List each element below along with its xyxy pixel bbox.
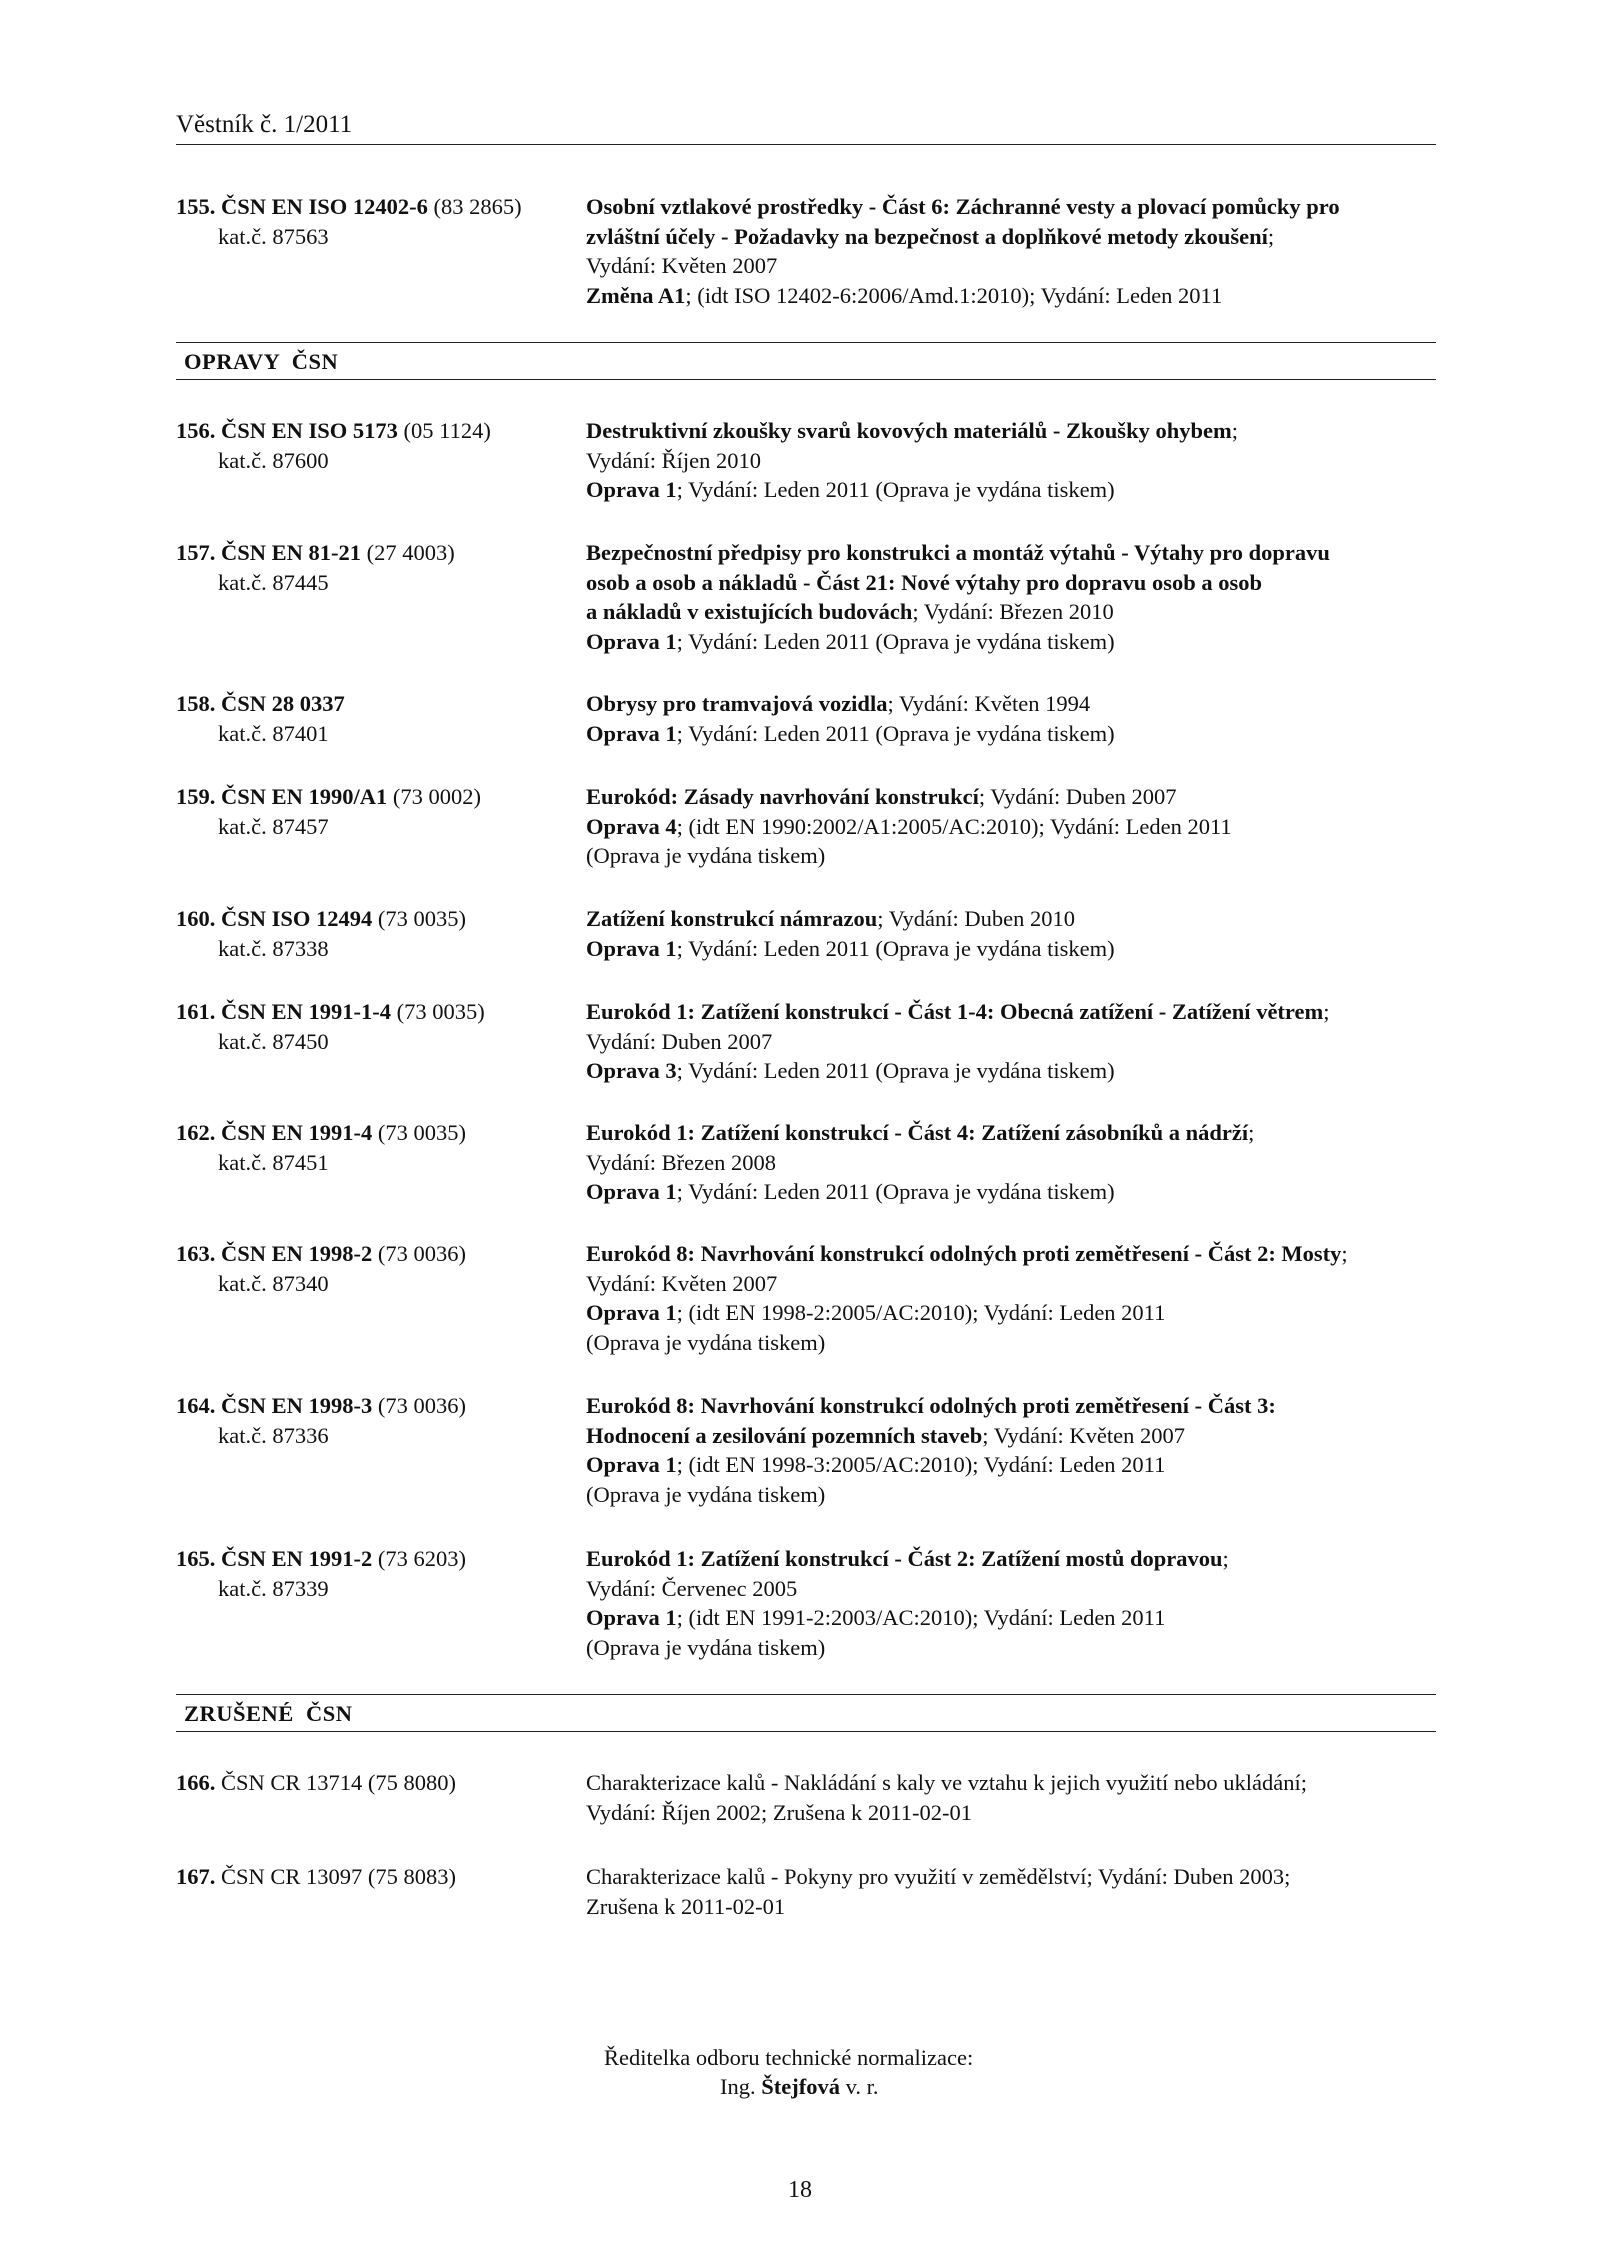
- page-header: [176, 110, 1436, 145]
- description-line: [586, 1862, 1446, 1892]
- description-bold-text: Zatížení konstrukcí námrazou: [586, 906, 878, 931]
- entry-description: [586, 1239, 1446, 1357]
- standard-code: ČSN EN 1998-3: [221, 1393, 373, 1418]
- catalog-number: kat.č. 87451: [218, 1149, 329, 1175]
- signature-name: [720, 2072, 879, 2101]
- signature-name-prefix: Ing.: [720, 2074, 762, 2099]
- description-text: ; (idt EN 1991-2:2003/AC:2010); Vydání: Leden 2011: [676, 1605, 1166, 1630]
- description-line: [586, 1391, 1446, 1421]
- description-line: [586, 997, 1446, 1027]
- description-line: [586, 1056, 1446, 1086]
- description-bold-text: osob a osob a nákladů - Část 21: Nové výtahy pro dopravu osob a osob: [586, 569, 1262, 595]
- description-text: ; (idt ISO 12402-6:2006/Amd.1:2010); Vydání: Leden 2011: [685, 282, 1223, 308]
- description-text: Charakterizace kalů - Nakládání s kaly ve vztahu k jejich využití nebo ukládání;: [586, 1770, 1307, 1795]
- catalog-number: kat.č. 87340: [218, 1270, 329, 1296]
- entry-description: [586, 192, 1446, 310]
- description-line: [586, 475, 1446, 505]
- description-text: ; Vydání: Duben 2010: [877, 906, 1075, 931]
- description-text: Vydání: Březen 2008: [586, 1149, 776, 1175]
- entry-number: 156.: [176, 418, 216, 443]
- description-line: [586, 1239, 1446, 1269]
- entry-number: 159.: [176, 784, 216, 809]
- description-line: [586, 841, 1446, 871]
- description-bold-text: Oprava 1: [586, 628, 677, 654]
- description-line: [586, 1269, 1446, 1299]
- description-text: ; Vydání: Duben 2007: [978, 784, 1177, 809]
- description-bold-text: Destruktivní zkoušky svarů kovových materiálů - Zkoušky ohybem: [586, 418, 1232, 443]
- standard-class-code: (73 0002): [387, 784, 482, 809]
- description-bold-text: Oprava 1: [586, 1300, 677, 1325]
- entry-standard-id: [176, 1544, 576, 1603]
- catalog-number: kat.č. 87336: [218, 1422, 329, 1448]
- description-bold-text: Oprava 4: [586, 813, 677, 839]
- description-bold-text: Oprava 1: [586, 935, 677, 961]
- description-text: Vydání: Duben 2007: [586, 1028, 773, 1054]
- description-text: ;: [1341, 1241, 1348, 1266]
- description-text: Vydání: Červenec 2005: [586, 1575, 798, 1601]
- standard-designation: [176, 782, 576, 812]
- description-line: [586, 627, 1446, 657]
- description-text: Zrušena k 2011-02-01: [586, 1893, 786, 1919]
- catalog-number: kat.č. 87600: [218, 447, 329, 473]
- standard-designation: [176, 1391, 576, 1421]
- description-bold-text: Hodnocení a zesilování pozemních staveb: [586, 1422, 983, 1448]
- standard-designation: [176, 904, 576, 934]
- description-text: ; Vydání: Leden 2011 (Oprava je vydána tiskem): [676, 1179, 1115, 1204]
- entry-number: 162.: [176, 1120, 216, 1145]
- standard-code: ČSN EN 1998-2: [221, 1241, 373, 1266]
- standard-class-code: (73 0035): [391, 999, 485, 1024]
- standard-designation: [176, 538, 576, 568]
- standard-code: ČSN EN ISO 5173: [221, 418, 398, 443]
- entry-description: [586, 538, 1446, 656]
- description-text: ; Vydání: Březen 2010: [912, 599, 1114, 624]
- entry-standard-id: [176, 1118, 576, 1177]
- catalog-number: kat.č. 87445: [218, 569, 329, 595]
- description-line: [586, 1177, 1446, 1207]
- description-bold-text: Změna A1: [586, 282, 686, 308]
- entry-description: [586, 1544, 1446, 1662]
- description-line: [586, 1328, 1446, 1358]
- description-line: [586, 281, 1446, 311]
- description-bold-text: Eurokód 8: Navrhování konstrukcí odolných proti zemětřesení - Část 3:: [586, 1393, 1276, 1418]
- description-text: ;: [1323, 999, 1330, 1024]
- entry-standard-id: [176, 1239, 576, 1298]
- description-bold-text: Oprava 1: [586, 1179, 677, 1204]
- description-bold-text: Eurokód 1: Zatížení konstrukcí - Část 4: Zatížení zásobníků a nádrží: [586, 1120, 1249, 1145]
- entry-description: [586, 416, 1446, 505]
- standard-code: ČSN EN 81-21: [221, 540, 362, 565]
- entry-description: [586, 1391, 1446, 1509]
- description-line: [586, 1480, 1446, 1510]
- description-bold-text: a nákladů v existujících budovách: [586, 599, 913, 624]
- catalog-number: kat.č. 87450: [218, 1028, 329, 1054]
- standard-designation: [176, 1768, 576, 1798]
- standard-class-code: (73 6203): [372, 1546, 467, 1571]
- standard-code: ČSN EN 1991-4: [221, 1120, 373, 1145]
- description-bold-text: Oprava 3: [586, 1058, 677, 1083]
- description-line: [586, 1298, 1446, 1328]
- description-bold-text: Eurokód 8: Navrhování konstrukcí odolných proti zemětřesení - Část 2: Mosty: [586, 1241, 1342, 1266]
- description-line: [586, 192, 1446, 222]
- entry-standard-id: [176, 1862, 576, 1892]
- description-line: [586, 782, 1446, 812]
- entry-number: 158.: [176, 691, 216, 716]
- description-bold-text: zvláštní účely - Požadavky na bezpečnost a doplňkové metody zkoušení: [586, 223, 1268, 249]
- header-rule: [176, 144, 1436, 145]
- signature-role: Ředitelka odboru technické normalizace:: [604, 2045, 974, 2070]
- standard-designation: [176, 416, 576, 446]
- entry-number: 165.: [176, 1546, 216, 1571]
- description-bold-text: Eurokód: Zásady navrhování konstrukcí: [586, 784, 979, 809]
- description-bold-text: Bezpečnostní předpisy pro konstrukci a montáž výtahů - Výtahy pro dopravu: [586, 540, 1330, 565]
- description-text: ;: [1267, 223, 1275, 249]
- entry-number: 163.: [176, 1241, 216, 1266]
- description-text: ;: [1222, 1546, 1229, 1571]
- section-opravy: [176, 342, 1436, 380]
- description-bold-text: Oprava 1: [586, 477, 677, 502]
- entry-number: 167.: [176, 1864, 216, 1889]
- description-line: [586, 1148, 1446, 1178]
- description-bold-text: Obrysy pro tramvajová vozidla: [586, 691, 888, 716]
- standard-designation: [176, 1544, 576, 1574]
- description-text: (Oprava je vydána tiskem): [586, 1481, 826, 1507]
- standard-code: ČSN EN 1991-2: [221, 1546, 373, 1571]
- description-line: [586, 1421, 1446, 1451]
- description-line: [586, 1027, 1446, 1057]
- description-line: [586, 416, 1446, 446]
- description-line: [586, 1603, 1446, 1633]
- description-text: ; Vydání: Leden 2011 (Oprava je vydána tiskem): [676, 628, 1115, 654]
- description-text: ; (idt EN 1998-2:2005/AC:2010); Vydání: Leden 2011: [676, 1300, 1166, 1325]
- catalog-number: kat.č. 87339: [218, 1575, 329, 1601]
- description-text: ; (idt EN 1990:2002/A1:2005/AC:2010); Vydání: Leden 2011: [676, 813, 1232, 839]
- standard-designation: [176, 1118, 576, 1148]
- signature-name-suffix: v. r.: [839, 2074, 879, 2099]
- standard-class-code: ČSN CR 13714 (75 8080): [215, 1770, 457, 1795]
- description-text: ; Vydání: Květen 2007: [982, 1422, 1185, 1448]
- description-line: [586, 1633, 1446, 1663]
- entry-description: [586, 782, 1446, 871]
- description-bold-text: Oprava 1: [586, 720, 677, 746]
- description-text: (Oprava je vydána tiskem): [586, 843, 826, 868]
- standard-designation: [176, 1862, 576, 1892]
- catalog-number: kat.č. 87401: [218, 720, 329, 746]
- entry-description: [586, 689, 1446, 748]
- standard-class-code: (27 4003): [361, 540, 455, 565]
- description-line: [586, 719, 1446, 749]
- catalog-number: kat.č. 87338: [218, 935, 329, 961]
- description-text: ; Vydání: Leden 2011 (Oprava je vydána tiskem): [676, 935, 1115, 961]
- description-text: ; Vydání: Květen 1994: [887, 691, 1091, 716]
- description-bold-text: Oprava 1: [586, 1452, 677, 1477]
- description-line: [586, 689, 1446, 719]
- section-zrusene: [176, 1694, 1436, 1732]
- standard-code: ČSN 28 0337: [221, 691, 345, 716]
- description-line: [586, 597, 1446, 627]
- section-rule-bottom: [176, 379, 1436, 380]
- description-line: [586, 1768, 1446, 1798]
- description-text: ;: [1231, 418, 1238, 443]
- description-line: [586, 446, 1446, 476]
- description-text: Vydání: Říjen 2002; Zrušena k 2011-02-01: [586, 1799, 972, 1825]
- standard-code: ČSN EN ISO 12402-6: [221, 194, 428, 219]
- entry-number: 160.: [176, 906, 216, 931]
- entry-description: [586, 904, 1446, 963]
- catalog-number: kat.č. 87457: [218, 813, 329, 839]
- catalog-number: kat.č. 87563: [218, 223, 329, 249]
- entry-number: 155.: [176, 194, 216, 219]
- description-line: [586, 1118, 1446, 1148]
- page-number: 18: [788, 2177, 812, 2203]
- entry-standard-id: [176, 904, 576, 963]
- description-text: (Oprava je vydána tiskem): [586, 1634, 826, 1660]
- entry-standard-id: [176, 192, 576, 251]
- section-title-opravy: OPRAVY ČSN: [184, 349, 339, 374]
- entry-description: [586, 1862, 1446, 1921]
- description-line: [586, 568, 1446, 598]
- description-bold-text: Eurokód 1: Zatížení konstrukcí - Část 2: Zatížení mostů dopravou: [586, 1546, 1223, 1571]
- description-line: [586, 904, 1446, 934]
- description-bold-text: Eurokód 1: Zatížení konstrukcí - Část 1-4: Obecná zatížení - Zatížení větrem: [586, 999, 1324, 1024]
- description-line: [586, 1574, 1446, 1604]
- section-title-zrusene: ZRUŠENÉ ČSN: [184, 1701, 353, 1726]
- description-text: ; Vydání: Leden 2011 (Oprava je vydána tiskem): [676, 720, 1115, 746]
- entry-number: 164.: [176, 1393, 216, 1418]
- description-text: ; Vydání: Leden 2011 (Oprava je vydána tiskem): [676, 477, 1115, 502]
- description-line: [586, 812, 1446, 842]
- section-rule-bottom: [176, 1731, 1436, 1732]
- entry-standard-id: [176, 1768, 576, 1798]
- description-line: [586, 538, 1446, 568]
- entry-standard-id: [176, 416, 576, 475]
- standard-code: ČSN EN 1991-1-4: [221, 999, 392, 1024]
- description-text: Vydání: Říjen 2010: [586, 447, 761, 473]
- description-line: [586, 1450, 1446, 1480]
- entry-description: [586, 1768, 1446, 1827]
- description-bold-text: Oprava 1: [586, 1605, 677, 1630]
- description-line: [586, 934, 1446, 964]
- standard-class-code: (73 0035): [372, 906, 467, 931]
- entry-standard-id: [176, 689, 576, 748]
- entry-number: 166.: [176, 1770, 216, 1795]
- description-text: (Oprava je vydána tiskem): [586, 1329, 826, 1355]
- description-line: [586, 1798, 1446, 1828]
- description-text: ;: [1248, 1120, 1255, 1145]
- entry-standard-id: [176, 1391, 576, 1450]
- signature-surname: Štejfová: [761, 2074, 840, 2099]
- description-line: [586, 222, 1446, 252]
- description-line: [586, 1544, 1446, 1574]
- standard-class-code: (73 0036): [372, 1393, 467, 1418]
- description-text: Vydání: Květen 2007: [586, 253, 778, 278]
- standard-designation: [176, 1239, 576, 1269]
- entry-standard-id: [176, 782, 576, 841]
- standard-designation: [176, 997, 576, 1027]
- journal-title: Věstník č. 1/2011: [176, 111, 353, 138]
- description-bold-text: Osobní vztlakové prostředky - Část 6: Záchranné vesty a plovací pomůcky pro: [586, 194, 1340, 219]
- description-text: Vydání: Květen 2007: [586, 1270, 778, 1296]
- standard-class-code: (05 1124): [397, 418, 491, 443]
- standard-class-code: (83 2865): [427, 194, 522, 219]
- entry-standard-id: [176, 997, 576, 1056]
- standard-class-code: ČSN CR 13097 (75 8083): [215, 1864, 457, 1889]
- entry-number: 157.: [176, 540, 216, 565]
- description-text: ; (idt EN 1998-3:2005/AC:2010); Vydání: Leden 2011: [676, 1452, 1166, 1477]
- standard-designation: [176, 192, 576, 222]
- entry-description: [586, 1118, 1446, 1207]
- description-text: Charakterizace kalů - Pokyny pro využití v zemědělství; Vydání: Duben 2003;: [586, 1864, 1291, 1889]
- description-text: ; Vydání: Leden 2011 (Oprava je vydána tiskem): [676, 1058, 1115, 1083]
- standard-designation: [176, 689, 576, 719]
- standard-code: ČSN EN 1990/A1: [221, 784, 388, 809]
- description-line: [586, 1892, 1446, 1922]
- description-line: [586, 251, 1446, 281]
- standard-class-code: (73 0035): [372, 1120, 467, 1145]
- entry-description: [586, 997, 1446, 1086]
- entry-standard-id: [176, 538, 576, 597]
- standard-code: ČSN ISO 12494: [221, 906, 373, 931]
- standard-class-code: (73 0036): [372, 1241, 467, 1266]
- entry-number: 161.: [176, 999, 216, 1024]
